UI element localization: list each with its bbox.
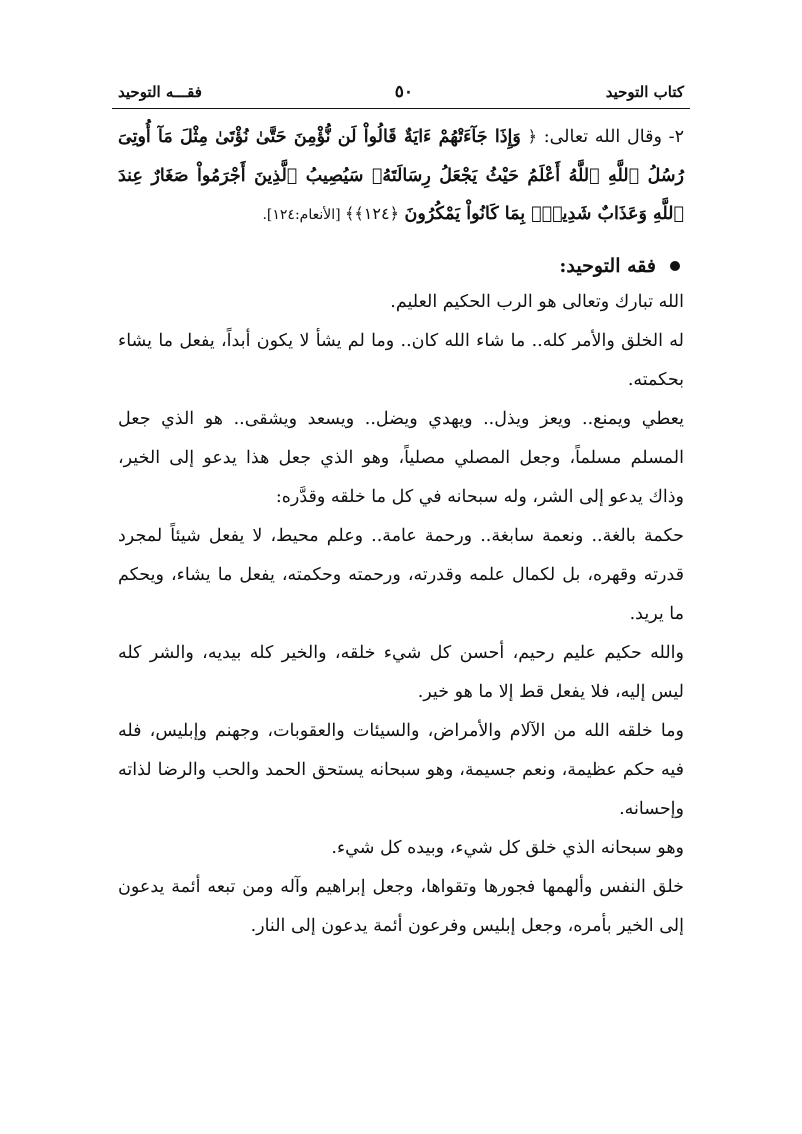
paragraph: حكمة بالغة.. ونعمة سابغة.. ورحمة عامة.. وعلم محيط، لا يفعل شيئاً لمجرد قدرته وقهره، بل لكمال علمه وقدرته، ورحمته وحكمته، يفعل ما يشاء، ويحكم ما يريد. [118,525,684,624]
paragraph: وما خلقه الله من الآلام والأمراض، والسيئات والعقوبات، وجهنم وإبليس، فله فيه حكم عظيمة، ونعم جسيمة، وهو سبحانه يستحق الحمد والحب والرضا لذاته وإحسانه. [118,720,684,819]
paragraph: وهو سبحانه الذي خلق كل شيء، وبيده كل شيء. [331,837,684,858]
verse-reference: [الأنعام:١٢٤]. [262,207,346,223]
paragraph: له الخلق والأمر كله.. ما شاء الله كان.. وما لم يشأ لا يكون أبداً، يفعل ما يشاء بحكمته. [118,330,684,390]
book-title: كتاب التوحيد [605,83,684,101]
citation-intro: ٢- وقال الله تعالى: [536,127,684,147]
section-heading-text: فقه التوحيد: [559,254,656,277]
running-header [118,80,684,104]
paragraph: يعطي ويمنع.. ويعز ويذل.. ويهدي ويضل.. ويسعد ويشقى.. هو الذي جعل المسلم مسلماً، وجعل المصلي مصلياً، وهو الذي جعل هذا يدعو إلى الخير، وذاك يدعو إلى الشر، وله سبحانه في كل ما خلقه وقدَّره: [118,408,684,507]
paragraph: الله تبارك وتعالى هو الرب الحكيم العليم. [390,291,684,312]
verse-text: وَإِذَا جَآءَتْهُمْ ءَايَةٌ قَالُواْ لَن نُّؤْمِنَ حَتَّىٰ نُؤْتَىٰ مِثْلَ مَآ أُوتِىَ رُسُلُ ٱللَّهِ ٱللَّهُ أَعْلَمُ حَيْثُ يَجْعَلُ رِسَالَتَهُۥ سَيُصِيبُ ٱلَّذِينَ أَجْرَمُواْ صَغَارٌ عِندَ ٱللَّهِ وَعَذَابٌ شَدِيدٌۢ بِمَا كَانُواْ يَمْكُرُونَ [118,127,684,224]
paragraph: والله حكيم عليم رحيم، أحسن كل شيء خلقه، والخير كله بيديه، والشر كله ليس إليه، فلا يفعل قط إلا ما هو خير. [118,642,684,702]
section-heading [118,249,684,283]
verse-close-bracket: ﴾ [345,204,355,223]
quran-citation [118,118,684,235]
page-number: ٥٠ [394,82,413,102]
page-body [118,118,684,946]
verse-number-marker: ﴿١٢٤﴾ [354,204,399,223]
header-rule [112,108,690,109]
paragraph: خلق النفس وألهمها فجورها وتقواها، وجعل إبراهيم وآله ومن تبعه أئمة يدعون إلى الخير بأمره، وجعل إبليس وفرعون أئمة يدعون إلى النار. [118,876,684,936]
chapter-title: فقـــه التوحيد [118,83,202,101]
bullet-icon [670,261,680,271]
verse-open-bracket: ﴿ [527,127,537,146]
